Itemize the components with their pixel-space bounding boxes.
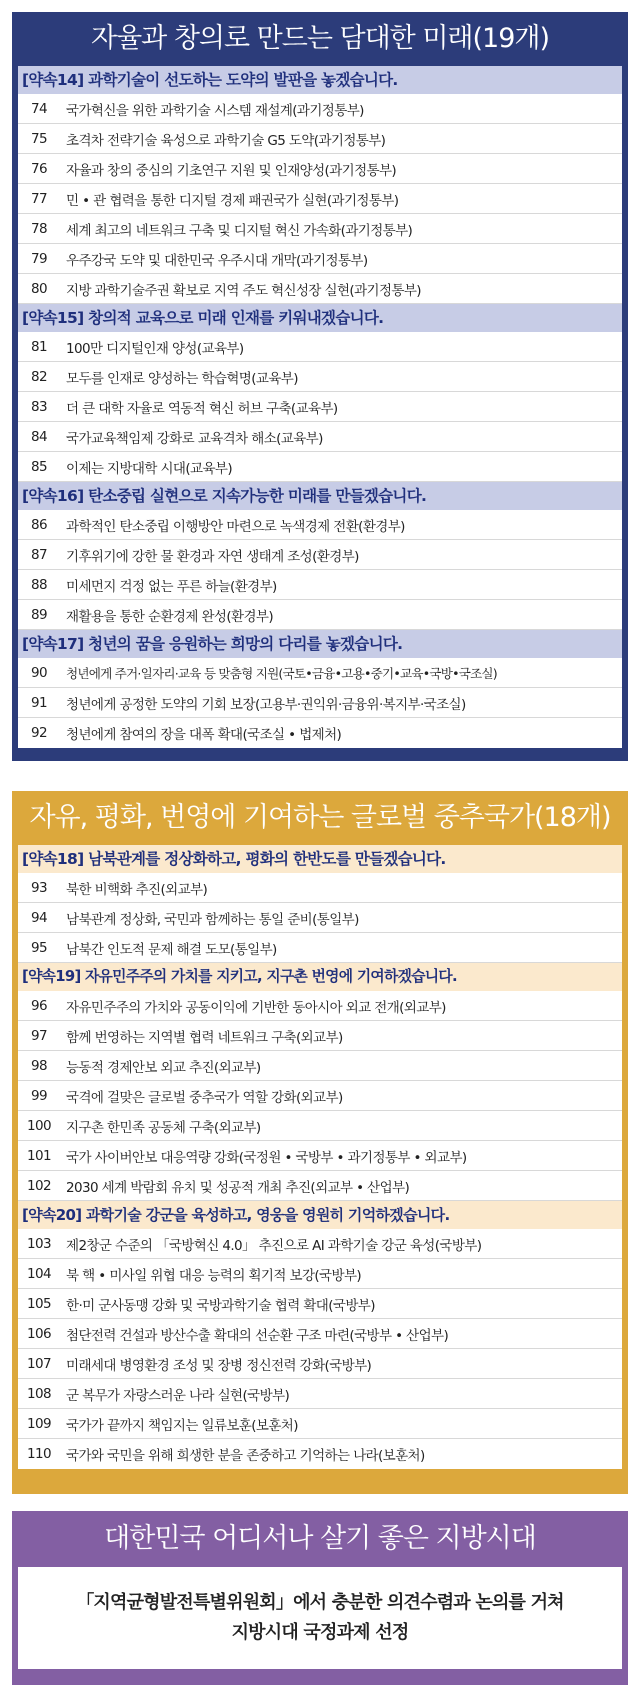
- list-item: [18, 274, 622, 304]
- item-number: 81: [31, 338, 47, 355]
- list-item: [18, 1319, 622, 1349]
- list-item: [18, 1021, 622, 1051]
- closing-line-2: 지방시대 국정과제 선정: [231, 1622, 409, 1643]
- section-body: [18, 845, 622, 1469]
- list-item: [18, 1289, 622, 1319]
- list-item: [18, 1259, 622, 1289]
- closing-line-1: 「지역균형발전특별위원회」에서 충분한 의견수렴과 논의를 거쳐: [76, 1592, 564, 1613]
- item-number: 105: [27, 1295, 51, 1312]
- list-item: [18, 1379, 622, 1409]
- list-item: [18, 392, 622, 422]
- section-global: [12, 791, 628, 1494]
- section-title: 자율과 창의로 만드는 담대한 미래(19개): [91, 23, 549, 54]
- item-number: 76: [31, 160, 47, 177]
- list-item: [18, 1081, 622, 1111]
- section-future: [12, 12, 628, 761]
- promise-heading: [약속16] 탄소중립 실현으로 지속가능한 미래를 만들겠습니다.: [18, 482, 622, 510]
- list-item: [18, 124, 622, 154]
- item-text: 청년에게 주거·일자리·교육 등 맞춤형 지원(국토•금융•고용•중기•교육•국방•국조실): [66, 666, 497, 681]
- item-number: 96: [31, 997, 47, 1014]
- list-item: [18, 540, 622, 570]
- promise-heading: [약속18] 남북관계를 정상화하고, 평화의 한반도를 만들겠습니다.: [18, 845, 622, 873]
- item-text: 우주강국 도약 및 대한민국 우주시대 개막(과기정통부): [66, 252, 368, 269]
- list-item: [18, 184, 622, 214]
- item-number: 86: [31, 516, 47, 533]
- section-title: 자유, 평화, 번영에 기여하는 글로벌 중추국가(18개): [29, 802, 611, 833]
- item-text: 기후위기에 강한 물 환경과 자연 생태계 조성(환경부): [66, 548, 359, 565]
- list-item: [18, 718, 622, 748]
- item-text: 능동적 경제안보 외교 추진(외교부): [66, 1059, 261, 1076]
- item-number: 75: [31, 130, 47, 147]
- item-number: 108: [27, 1385, 51, 1402]
- item-number: 79: [31, 250, 47, 267]
- item-number: 91: [31, 694, 47, 711]
- item-text: 이제는 지방대학 시대(교육부): [66, 460, 233, 477]
- item-text: 자유민주주의 가치와 공동이익에 기반한 동아시아 외교 전개(외교부): [66, 999, 446, 1016]
- list-item: [18, 903, 622, 933]
- item-number: 77: [31, 190, 47, 207]
- item-number: 85: [31, 458, 47, 475]
- item-text: 자율과 창의 중심의 기초연구 지원 및 인재양성(과기정통부): [66, 162, 397, 179]
- list-item: [18, 1349, 622, 1379]
- item-text: 세계 최고의 네트워크 구축 및 디지털 혁신 가속화(과기정통부): [66, 222, 413, 239]
- item-number: 88: [31, 576, 47, 593]
- item-text: 국격에 걸맞은 글로벌 중추국가 역할 강화(외교부): [66, 1089, 343, 1106]
- item-text: 남북간 인도적 문제 해결 도모(통일부): [66, 941, 277, 958]
- list-item: [18, 94, 622, 124]
- item-text: 민 • 관 협력을 통한 디지털 경제 패권국가 실현(과기정통부): [66, 192, 399, 209]
- item-number: 78: [31, 220, 47, 237]
- item-number: 98: [31, 1057, 47, 1074]
- item-number: 90: [31, 664, 47, 681]
- promise-heading: [약속17] 청년의 꿈을 응원하는 희망의 다리를 놓겠습니다.: [18, 630, 622, 658]
- promise-heading: [약속19] 자유민주주의 가치를 지키고, 지구촌 번영에 기여하겠습니다.: [18, 963, 622, 991]
- list-item: [18, 873, 622, 903]
- item-number: 97: [31, 1027, 47, 1044]
- item-number: 110: [27, 1446, 51, 1462]
- list-item: [18, 991, 622, 1021]
- item-text: 북한 비핵화 추진(외교부): [66, 881, 208, 898]
- item-number: 106: [27, 1325, 51, 1342]
- closing-statement: [18, 1567, 622, 1669]
- item-text: 미래세대 병영환경 조성 및 장병 정신전력 강화(국방부): [66, 1357, 372, 1374]
- item-text: 초격차 전략기술 육성으로 과학기술 G5 도약(과기정통부): [66, 132, 386, 149]
- item-text: 군 복무가 자랑스러운 나라 실현(국방부): [66, 1387, 290, 1404]
- list-item: [18, 1111, 622, 1141]
- item-number: 95: [31, 939, 47, 956]
- list-item: [18, 154, 622, 184]
- item-number: 92: [31, 725, 47, 741]
- item-number: 94: [31, 909, 47, 926]
- section-title: 대한민국 어디서나 살기 좋은 지방시대: [104, 1523, 536, 1554]
- item-text: 더 큰 대학 자율로 역동적 혁신 허브 구축(교육부): [66, 400, 338, 417]
- item-text: 국가와 국민을 위해 희생한 분을 존중하고 기억하는 나라(보훈처): [66, 1448, 425, 1464]
- item-number: 103: [27, 1235, 51, 1252]
- item-text: 국가혁신을 위한 과학기술 시스템 재설계(과기정통부): [66, 102, 364, 119]
- item-text: 국가 사이버안보 대응역량 강화(국정원 • 국방부 • 과기정통부 • 외교부): [66, 1149, 467, 1166]
- list-item: [18, 688, 622, 718]
- item-number: 104: [27, 1265, 51, 1282]
- section-body: [18, 66, 622, 748]
- list-item: [18, 452, 622, 482]
- item-text: 재활용을 통한 순환경제 완성(환경부): [66, 608, 274, 625]
- promise-heading: [약속14] 과학기술이 선도하는 도약의 발판을 놓겠습니다.: [18, 66, 622, 94]
- item-text: 미세먼지 걱정 없는 푸른 하늘(환경부): [66, 578, 277, 595]
- item-text: 국가가 끝까지 책임지는 일류보훈(보훈처): [66, 1417, 298, 1434]
- item-text: 과학적인 탄소중립 이행방안 마련으로 녹색경제 전환(환경부): [66, 518, 405, 535]
- item-text: 국가교육책임제 강화로 교육격차 해소(교육부): [66, 430, 323, 447]
- item-text: 북 핵 • 미사일 위협 대응 능력의 획기적 보강(국방부): [66, 1267, 362, 1284]
- list-item: [18, 1229, 622, 1259]
- item-number: 99: [31, 1087, 47, 1104]
- item-number: 109: [27, 1415, 51, 1432]
- item-text: 2030 세계 박람회 유치 및 성공적 개최 추진(외교부 • 산업부): [66, 1179, 410, 1196]
- item-number: 87: [31, 546, 47, 563]
- item-number: 101: [27, 1147, 51, 1164]
- list-item: [18, 658, 622, 688]
- item-number: 84: [31, 428, 47, 445]
- list-item: [18, 570, 622, 600]
- list-item: [18, 510, 622, 540]
- list-item: [18, 422, 622, 452]
- item-text: 한·미 군사동맹 강화 및 국방과학기술 협력 확대(국방부): [66, 1297, 375, 1314]
- list-item: [18, 1051, 622, 1081]
- item-text: 남북관계 정상화, 국민과 함께하는 통일 준비(통일부): [66, 911, 359, 928]
- item-text: 함께 번영하는 지역별 협력 네트워크 구축(외교부): [66, 1029, 343, 1046]
- list-item: [18, 933, 622, 963]
- list-item: [18, 1141, 622, 1171]
- promise-heading: [약속20] 과학기술 강군을 육성하고, 영웅을 영원히 기억하겠습니다.: [18, 1201, 622, 1229]
- list-item: [18, 332, 622, 362]
- item-text: 지방 과학기술주권 확보로 지역 주도 혁신성장 실현(과기정통부): [66, 282, 421, 299]
- item-number: 89: [31, 606, 47, 623]
- item-number: 102: [27, 1177, 51, 1194]
- list-item: [18, 1171, 622, 1201]
- item-number: 93: [31, 879, 47, 896]
- item-number: 107: [27, 1355, 51, 1372]
- item-text: 제2창군 수준의 「국방혁신 4.0」 추진으로 AI 과학기술 강군 육성(국방부): [66, 1237, 482, 1254]
- item-text: 청년에게 참여의 장을 대폭 확대(국조실 • 법제처): [66, 727, 342, 743]
- item-text: 지구촌 한민족 공동체 구축(외교부): [66, 1119, 261, 1136]
- item-text: 청년에게 공정한 도약의 기회 보장(고용부·권익위·금융위·복지부·국조실): [66, 696, 466, 713]
- list-item: [18, 362, 622, 392]
- list-item: [18, 244, 622, 274]
- item-text: 모두를 인재로 양성하는 학습혁명(교육부): [66, 370, 298, 387]
- item-number: 100: [27, 1117, 51, 1134]
- list-item: [18, 1409, 622, 1439]
- item-number: 82: [31, 368, 47, 385]
- list-item: [18, 1439, 622, 1469]
- list-item: [18, 600, 622, 630]
- item-number: 80: [31, 280, 47, 297]
- item-number: 83: [31, 398, 47, 415]
- section-regional-era: [12, 1511, 628, 1685]
- list-item: [18, 214, 622, 244]
- item-text: 첨단전력 건설과 방산수출 확대의 선순환 구조 마련(국방부 • 산업부): [66, 1327, 449, 1344]
- promise-heading: [약속15] 창의적 교육으로 미래 인재를 키워내겠습니다.: [18, 304, 622, 332]
- item-number: 74: [31, 100, 47, 117]
- item-text: 100만 디지털인재 양성(교육부): [66, 340, 244, 357]
